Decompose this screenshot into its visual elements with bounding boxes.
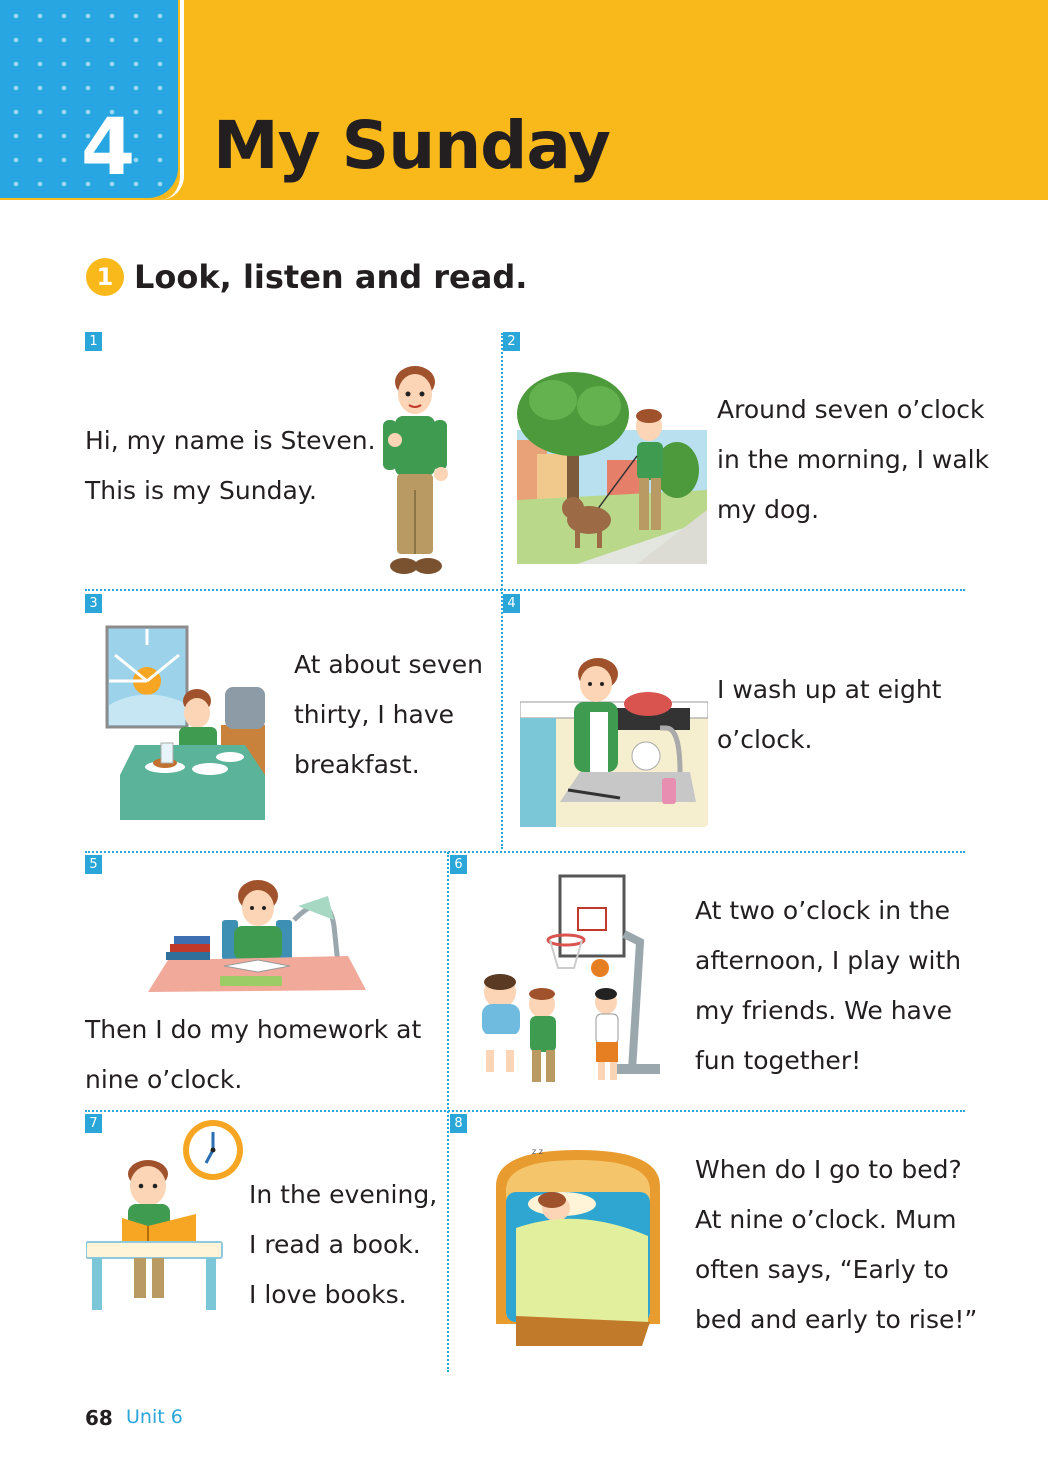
washing-dishes-illustration xyxy=(520,652,708,827)
panel-line: This is my Sunday. xyxy=(85,476,317,505)
panel-line: bed and early to rise!” xyxy=(695,1305,978,1334)
panel-line: Around seven o’clock xyxy=(717,395,985,424)
panel-number: 6 xyxy=(450,855,467,874)
panel-number: 7 xyxy=(85,1114,102,1133)
panel-line: When do I go to bed? xyxy=(695,1155,962,1184)
panel-line: often says, “Early to xyxy=(695,1255,949,1284)
zzz-icon: z z xyxy=(532,1147,543,1156)
panel-line: in the morning, I walk xyxy=(717,445,990,474)
panel-line: In the evening, xyxy=(249,1180,438,1209)
panel-text xyxy=(695,886,961,1086)
panel-text xyxy=(249,1170,437,1320)
breakfast-table-illustration xyxy=(105,625,275,820)
panel-line: Hi, my name is Steven. xyxy=(85,426,376,455)
section-title: Look, listen and read. xyxy=(134,258,528,296)
panel-text xyxy=(85,1005,421,1105)
boy-standing-illustration xyxy=(375,360,455,580)
panel-text xyxy=(717,385,989,535)
unit-label: Unit 6 xyxy=(126,1406,183,1428)
grid-divider-horizontal xyxy=(85,1110,965,1112)
panel-line: afternoon, I play with xyxy=(695,946,962,975)
panel-line: At about seven xyxy=(294,650,483,679)
panel-number: 4 xyxy=(503,594,520,613)
header-divider-curve xyxy=(160,0,184,200)
grid-divider-vertical xyxy=(501,333,503,849)
panel-line: I wash up at eight xyxy=(717,675,942,704)
panel-number: 3 xyxy=(85,594,102,613)
panel-text xyxy=(85,416,376,516)
homework-desk-illustration xyxy=(148,876,368,994)
panel-number: 5 xyxy=(85,855,102,874)
panel-text xyxy=(717,665,941,765)
panel-line: breakfast. xyxy=(294,750,420,779)
basketball-friends-illustration xyxy=(470,874,665,1090)
panel-number: 1 xyxy=(85,332,102,351)
panel-line: At nine o’clock. Mum xyxy=(695,1205,957,1234)
panel-number: 8 xyxy=(450,1114,467,1133)
panel-line: I read a book. xyxy=(249,1230,421,1259)
panel-line: my dog. xyxy=(717,495,820,524)
grid-divider-horizontal xyxy=(85,851,965,853)
panel-line: At two o’clock in the xyxy=(695,896,951,925)
page-number: 68 xyxy=(85,1406,113,1430)
panel-line: thirty, I have xyxy=(294,700,455,729)
panel-line: o’clock. xyxy=(717,725,813,754)
sleeping-bed-illustration xyxy=(492,1146,664,1354)
panel-line: I love books. xyxy=(249,1280,407,1309)
page-title: My Sunday xyxy=(213,107,610,184)
panel-line: Then I do my homework at xyxy=(85,1015,422,1044)
panel-text xyxy=(695,1145,977,1345)
grid-divider-horizontal xyxy=(85,589,965,591)
reading-book-illustration xyxy=(86,1118,246,1314)
panel-number: 2 xyxy=(503,332,520,351)
grid-divider-vertical xyxy=(447,852,449,1372)
panel-line: nine o’clock. xyxy=(85,1065,243,1094)
dog-walk-park-illustration xyxy=(517,370,707,564)
panel-line: my friends. We have xyxy=(695,996,953,1025)
section-number-badge: 1 xyxy=(86,258,124,296)
panel-line: fun together! xyxy=(695,1046,862,1075)
unit-number: 4 xyxy=(80,103,136,193)
panel-text xyxy=(294,640,483,790)
